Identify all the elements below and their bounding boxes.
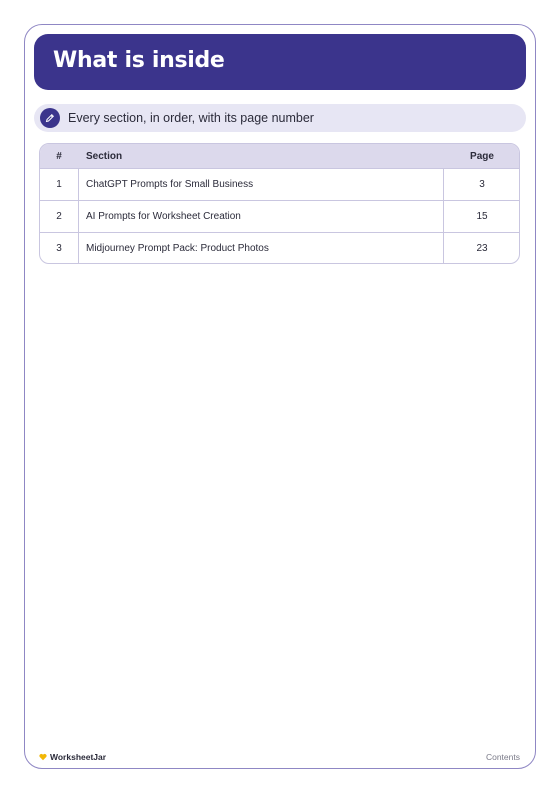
column-divider [443,168,444,264]
pencil-icon [45,113,55,123]
row-page: 3 [479,179,485,190]
header-banner [34,34,526,90]
column-divider [78,168,79,264]
row-number: 1 [56,179,62,190]
row-section: AI Prompts for Worksheet Creation [86,211,241,222]
page-frame [24,24,536,769]
table-row [40,200,519,232]
row-section: Midjourney Prompt Pack: Product Photos [86,243,269,254]
pencil-badge [40,108,60,128]
brand-name: WorksheetJar [50,752,107,762]
column-header-number: # [56,151,62,162]
column-header-page: Page [470,151,494,162]
row-number: 2 [56,211,62,222]
table-header [40,144,519,168]
contents-table [39,143,520,264]
footer-section-label: Contents [485,752,520,762]
row-page: 23 [476,243,488,254]
subtitle-text: Every section, in order, with its page number [68,111,314,125]
table-row [40,168,519,200]
table-row [40,232,519,264]
row-section: ChatGPT Prompts for Small Business [86,179,254,190]
row-number: 3 [56,243,62,254]
row-page: 15 [476,211,488,222]
heart-icon [39,753,47,761]
page-title: What is inside [53,48,225,73]
subtitle-bar [34,104,526,132]
column-header-section: Section [86,151,123,162]
